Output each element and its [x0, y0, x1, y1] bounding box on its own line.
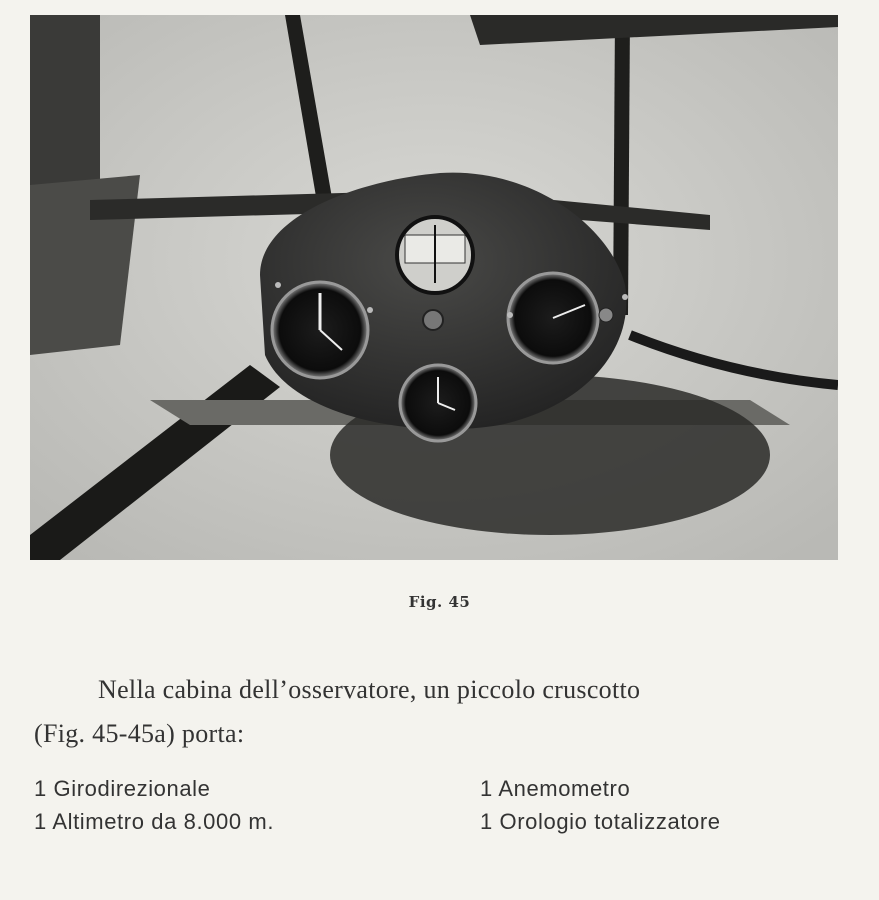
- list-item: 1 Altimetro da 8.000 m.: [34, 809, 275, 834]
- instrument-list-right: [480, 772, 721, 838]
- figure-caption: Fig. 45: [408, 593, 471, 611]
- list-item: 1 Anemometro: [480, 776, 631, 801]
- paragraph-line-1: Nella cabina dell’osservatore, un piccolo cruscotto: [98, 675, 641, 704]
- cockpit-photo: [30, 15, 838, 560]
- instrument-list-left: [34, 772, 274, 838]
- list-item: 1 Orologio totalizzatore: [480, 809, 721, 834]
- intro-paragraph: [34, 668, 854, 756]
- paragraph-line-2: (Fig. 45-45a) porta:: [34, 719, 245, 748]
- list-item: 1 Girodirezionale: [34, 776, 211, 801]
